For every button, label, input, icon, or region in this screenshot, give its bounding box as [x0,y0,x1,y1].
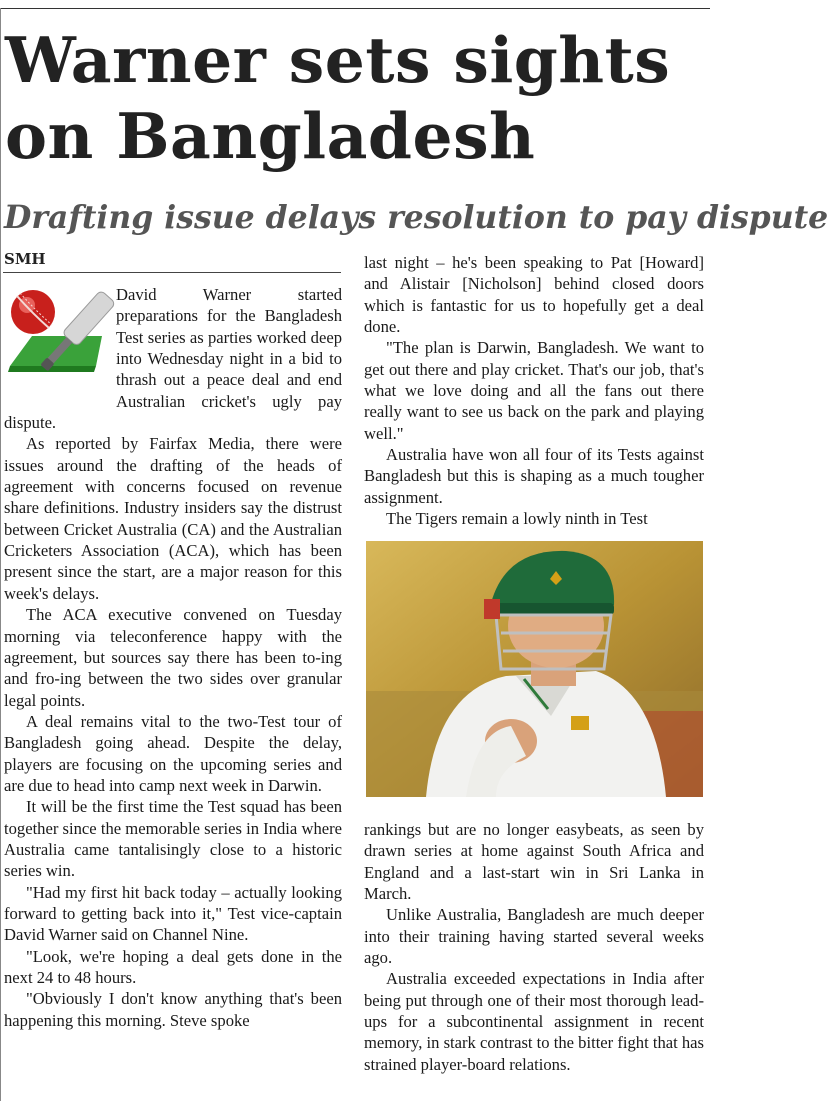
top-rule [0,8,710,9]
paragraph: David Warner started preparations for the Bangladesh Test series as parties worked deep into Wednesday night in a bid to thrash out a peace deal and end Australian cricket's ugly pay dispute. [4,285,342,433]
cricketer-photo [366,541,703,797]
paragraph: A deal remains vital to the two-Test tour of Bangladesh going ahead. Despite the delay, players are focusing on the upcoming series and are due to head into camp next week in Darwin. [4,711,342,795]
byline-divider [3,272,341,273]
source-byline: SMH [4,250,46,268]
subheadline: Drafting issue delays resolution to pay dispute [4,199,828,236]
paragraph: The ACA executive convened on Tuesday morning via teleconference happy with the agreement, but sources say there has been to-ing and fro-ing between the two sides over granular legal points. [4,605,342,710]
paragraph: Unlike Australia, Bangladesh are much deeper into their training having started several weeks ago. [364,905,704,968]
article-column-left [4,284,342,1031]
cricket-ball-bat-icon [2,284,110,394]
article-column-right-top [364,252,704,529]
paragraph: Australia exceeded expectations in India after being put through one of their most thorough lead-ups for a subcontinental assignment in recent memory, in stark contrast to the bitter fight that has strained player-board relations. [364,969,704,1074]
paragraph: "Had my first hit back today – actually looking forward to getting back into it," Test vice-captain David Warner said on Channel Nine. [4,882,342,945]
paragraph: The Tigers remain a lowly ninth in Test [386,509,648,529]
article-column-right-bottom [364,819,704,1075]
headline: Warner sets sights on Bangladesh [5,23,671,173]
paragraph: It will be the first time the Test squad has been together since the memorable series in India where Australia came tantalisingly close to a historic series win. [4,797,342,881]
paragraph: rankings but are no longer easybeats, as seen by drawn series at home against South Africa and England and a last-start win in Sri Lanka in March. [364,820,704,904]
paragraph: "Look, we're hoping a deal gets done in the next 24 to 48 hours. [4,946,342,987]
paragraph: Australia have won all four of its Tests against Bangladesh but this is shaping as a much tougher assignment. [364,445,704,507]
paragraph: "Obviously I don't know anything that's been happening this morning. Steve spoke [4,989,342,1030]
paragraph: "The plan is Darwin, Bangladesh. We want to get out there and play cricket. That's our job, that's what we love doing and all the fans out there really want to see us back on the park and playing well." [364,338,704,443]
left-rule [0,8,1,1101]
paragraph: last night – he's been speaking to Pat [Howard] and Alistair [Nicholson] behind closed doors which is fantastic for us to hopefully get a deal done. [364,253,704,337]
paragraph: As reported by Fairfax Media, there were issues around the drafting of the heads of agreement with concerns focused on revenue share definitions. Industry insiders say the distrust between Cricket Australia (CA) and the Australian Cricketers Association (ACA), which has been present since the start, are a major reason for this week's delays. [4,434,342,603]
